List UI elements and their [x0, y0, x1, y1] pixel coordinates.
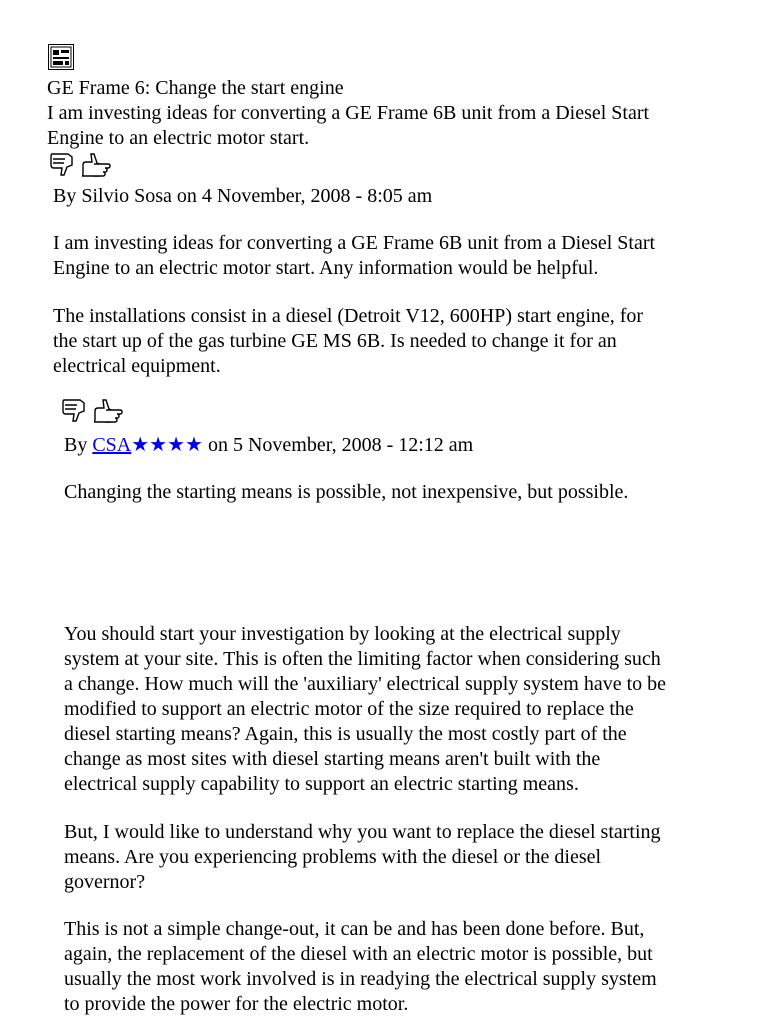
post-paragraph	[64, 917, 764, 1017]
post-paragraph	[64, 820, 764, 895]
rating-stars: ★★★★	[131, 434, 203, 456]
paragraph-line: the start up of the gas turbine GE MS 6B. Is needed to change it for an	[53, 330, 617, 352]
paragraph-line: diesel starting means? Again, this is usually the most costly part of the	[64, 723, 627, 745]
paragraph-line: means. Are you experiencing problems with the diesel or the diesel	[64, 846, 602, 868]
header	[47, 76, 747, 151]
post-paragraph	[64, 480, 764, 505]
post-byline: By Silvio Sosa on 4 November, 2008 - 8:05 am	[53, 185, 433, 207]
post-paragraph	[64, 622, 764, 797]
thumbs-up-icon[interactable]	[94, 400, 122, 422]
summary-line: Engine to an electric motor start.	[47, 127, 310, 149]
paragraph-line: But, I would like to understand why you want to replace the diesel starting	[64, 821, 661, 843]
paragraph-line: change as most sites with diesel starting means aren't built with the	[64, 748, 601, 770]
paragraph-line: Engine to an electric motor start. Any information would be helpful.	[53, 257, 599, 279]
vote-controls	[50, 150, 114, 180]
post-byline	[64, 433, 764, 458]
page-logo-icon	[48, 44, 74, 70]
byline-prefix: By	[64, 434, 88, 456]
paragraph-line: Changing the starting means is possible, not inexpensive, but possible.	[64, 481, 629, 503]
paragraph-line: system at your site. This is often the limiting factor when considering such	[64, 648, 661, 670]
summary-line: I am investing ideas for converting a GE Frame 6B unit from a Diesel Start	[47, 102, 650, 124]
page-title: GE Frame 6: Change the start engine	[47, 77, 344, 99]
post-paragraph	[53, 304, 753, 379]
paragraph-line: The installations consist in a diesel (Detroit V12, 600HP) start engine, for	[53, 305, 644, 327]
thumbs-up-icon[interactable]	[82, 154, 110, 176]
vote-controls	[62, 396, 126, 426]
paragraph-line: I am investing ideas for converting a GE Frame 6B unit from a Diesel Start	[53, 232, 656, 254]
post-paragraph	[53, 231, 753, 281]
paragraph-line: This is not a simple change-out, it can be and has been done before. But,	[64, 918, 645, 940]
paragraph-line: modified to support an electric motor of the size required to replace the	[64, 698, 634, 720]
paragraph-line: electrical equipment.	[53, 355, 221, 377]
thumbs-down-icon[interactable]	[63, 400, 84, 421]
author-link[interactable]: CSA	[92, 434, 132, 456]
paragraph-line: You should start your investigation by looking at the electrical supply	[64, 623, 621, 645]
paragraph-line: electrical supply capability to support an electric starting means.	[64, 773, 579, 795]
paragraph-line: to provide the power for the electric motor.	[64, 993, 409, 1015]
thumbs-down-icon[interactable]	[51, 154, 72, 175]
paragraph-line: usually the most work involved is in readying the electrical supply system	[64, 968, 657, 990]
paragraph-line: governor?	[64, 871, 146, 893]
paragraph-line: a change. How much will the 'auxiliary' electrical supply system have to be	[64, 673, 667, 695]
paragraph-line: again, the replacement of the diesel with an electric motor is possible, but	[64, 943, 653, 965]
byline-date: on 5 November, 2008 - 12:12 am	[207, 434, 474, 456]
